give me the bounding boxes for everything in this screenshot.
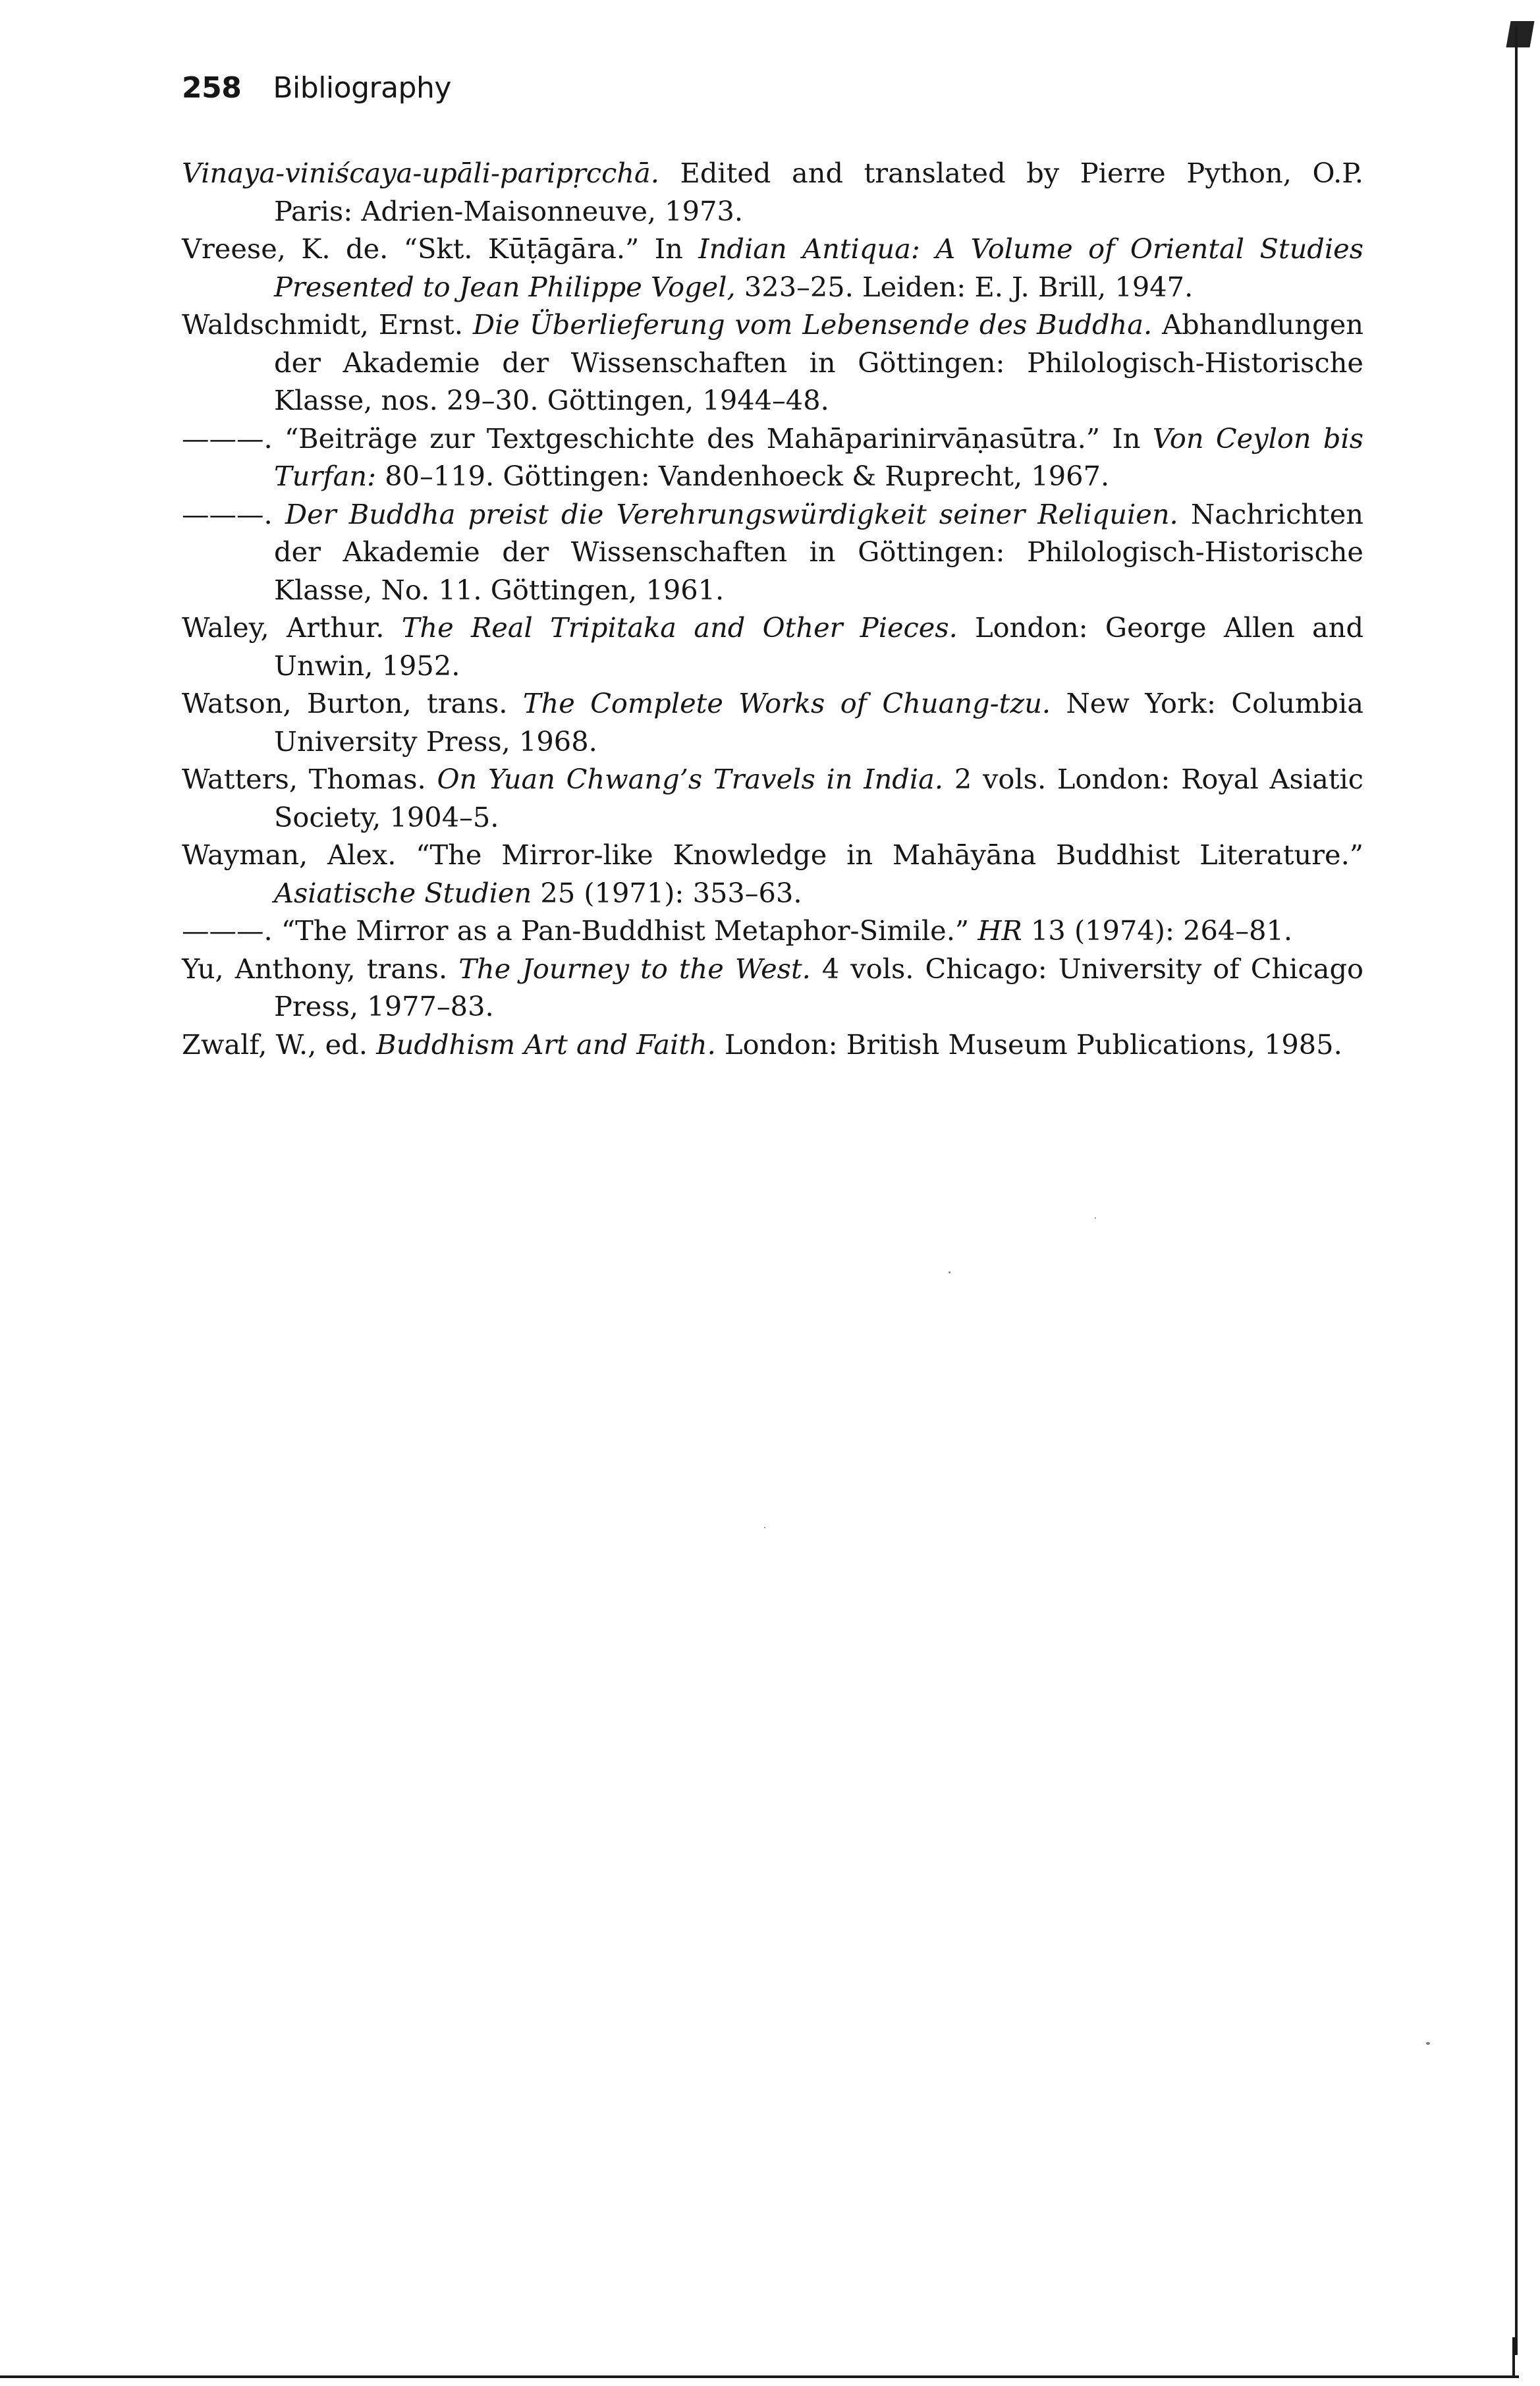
entry-text: 4 vols. Chicago: University of Chicago Press, 1977–83. xyxy=(274,952,1363,1022)
entry-text: Nachrichten der Akademie der Wissenschaften in Göttingen: Philologisch-Historische Klasse, No. 11. Göttingen, 1961. xyxy=(274,497,1363,606)
entry-text: Wayman, Alex. “The Mirror-like Knowledge in Mahāyāna Buddhist Literature.” xyxy=(182,839,1363,871)
speck xyxy=(949,1271,950,1273)
bibliography-entry xyxy=(182,684,1363,760)
bibliography-entry xyxy=(182,609,1363,684)
entry-title-italic: Die Überlieferung vom Lebensende des Buddha. xyxy=(472,308,1153,341)
page-edge-right xyxy=(1515,26,1518,2355)
entry-text: Abhandlungen der Akademie der Wissenschaften in Göttingen: Philologisch-Historische Klasse, nos. 29–30. Göttingen, 1944–48. xyxy=(274,308,1363,416)
entry-title-italic: The Journey to the West. xyxy=(458,952,811,985)
entry-title-italic: The Real Tripitaka and Other Pieces. xyxy=(401,611,958,644)
speck xyxy=(1095,1217,1096,1219)
speck xyxy=(1426,2042,1430,2045)
entry-text: Watson, Burton, trans. xyxy=(182,687,523,719)
bibliography-entry xyxy=(182,1026,1363,1064)
bibliography-entry xyxy=(182,836,1363,912)
entry-title-italic: Indian Antiqua: A Volume of Oriental Studies Presented to Jean Philippe Vogel, xyxy=(274,233,1363,303)
entry-text: ———. “Beiträge zur Textgeschichte des Mahāparinirvāṇasūtra.” In xyxy=(182,422,1153,455)
bibliography-entry xyxy=(182,420,1363,495)
bibliography-entry xyxy=(182,495,1363,609)
entry-text: Zwalf, W., ed. xyxy=(182,1028,377,1061)
bibliography-list xyxy=(182,154,1363,1063)
entry-text: Vreese, K. de. “Skt. Kūṭāgāra.” In xyxy=(182,233,699,265)
entry-text: London: George Allen and Unwin, 1952. xyxy=(274,611,1364,682)
entry-text: New York: Columbia University Press, 1968. xyxy=(274,687,1363,758)
entry-text: ———. “The Mirror as a Pan-Buddhist Metaphor-Simile.” xyxy=(182,914,978,947)
entry-title-italic: The Complete Works of Chuang-tzu. xyxy=(522,687,1051,719)
running-head xyxy=(182,71,451,105)
entry-text: ———. xyxy=(182,497,285,530)
page-edge-tab xyxy=(1506,21,1534,47)
entry-text: London: British Museum Publications, 1985. xyxy=(715,1028,1342,1061)
page-number: 258 xyxy=(182,71,242,105)
entry-title-italic: Buddhism Art and Faith. xyxy=(376,1028,716,1061)
entry-text: Watters, Thomas. xyxy=(182,763,437,795)
page-edge-bottom xyxy=(0,2375,1519,2378)
page-edge-corner xyxy=(1512,2337,1515,2377)
entry-text: 13 (1974): 264–81. xyxy=(1022,914,1293,947)
entry-title-italic: HR xyxy=(977,914,1022,947)
entry-text: Edited and translated by Pierre Python, O.P. Paris: Adrien-Maisonneuve, 1973. xyxy=(274,157,1363,227)
entry-text: Yu, Anthony, trans. xyxy=(182,952,459,985)
bibliography-entry xyxy=(182,912,1363,950)
entry-title-italic: Von Ceylon bis Turfan: xyxy=(274,422,1363,492)
bibliography-entry xyxy=(182,230,1363,306)
entry-title-italic: Vinaya-viniścaya-upāli-paripṛcchā. xyxy=(182,157,659,189)
entry-text: 2 vols. London: Royal Asiatic Society, 1904–5. xyxy=(274,763,1364,833)
entry-text: 323–25. Leiden: E. J. Brill, 1947. xyxy=(735,270,1194,303)
bibliography-entry xyxy=(182,950,1363,1026)
entry-text: 80–119. Göttingen: Vandenhoeck & Ruprecht, 1967. xyxy=(376,460,1110,492)
bibliography-entry xyxy=(182,760,1363,836)
entry-text: Waldschmidt, Ernst. xyxy=(182,308,473,341)
entry-title-italic: Asiatische Studien xyxy=(274,876,532,909)
entry-title-italic: On Yuan Chwang’s Travels in India. xyxy=(437,763,944,795)
entry-text: Waley, Arthur. xyxy=(182,611,402,644)
bibliography-entry xyxy=(182,306,1363,420)
entry-text: 25 (1971): 353–63. xyxy=(532,876,802,909)
bibliography-entry xyxy=(182,154,1363,230)
running-head-title: Bibliography xyxy=(273,71,451,105)
speck xyxy=(764,1527,765,1528)
entry-title-italic: Der Buddha preist die Verehrungswürdigkeit seiner Reliquien. xyxy=(285,497,1178,530)
